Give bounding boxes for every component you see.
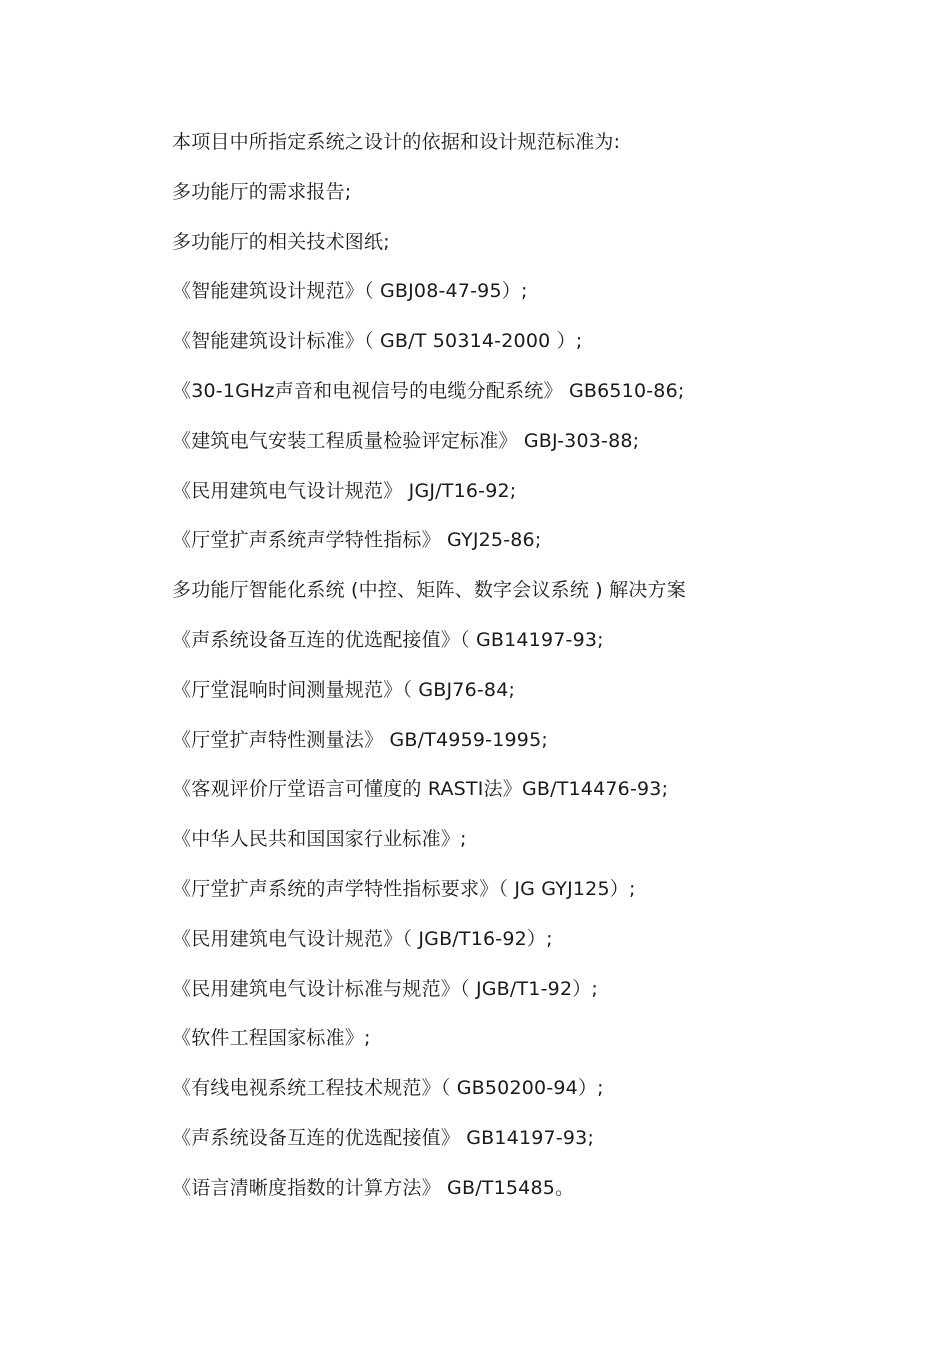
- list-item: 《声系统设备互连的优选配接值》 GB14197-93;: [172, 1126, 595, 1149]
- list-item: 《建筑电气安装工程质量检验评定标准》 GBJ-303-88;: [172, 429, 640, 452]
- list-item: 《智能建筑设计规范》（ GBJ08-47-95）;: [172, 280, 528, 303]
- list-item: 多功能厅的需求报告;: [172, 180, 352, 203]
- list-item: 《厅堂扩声系统的声学特性指标要求》（ JG GYJ125）;: [172, 877, 636, 900]
- list-item: 《软件工程国家标准》;: [172, 1027, 371, 1050]
- list-item: 《智能建筑设计标准》（ GB/T 50314-2000 ）;: [172, 330, 583, 353]
- list-item: 《声系统设备互连的优选配接值》（ GB14197-93;: [172, 628, 604, 651]
- list-item: 《民用建筑电气设计规范》 JGJ/T16-92;: [172, 479, 517, 502]
- list-item: 《民用建筑电气设计规范》（ JGB/T16-92）;: [172, 927, 553, 950]
- list-item: 《厅堂扩声系统声学特性指标》 GYJ25-86;: [172, 529, 542, 552]
- list-item: 《厅堂混响时间测量规范》（ GBJ76-84;: [172, 678, 516, 701]
- list-item: 多功能厅的相关技术图纸;: [172, 230, 390, 253]
- list-item: 多功能厅智能化系统 (中控、矩阵、数字会议系统 ) 解决方案: [172, 579, 686, 602]
- list-item: 《有线电视系统工程技术规范》（ GB50200-94）;: [172, 1077, 604, 1100]
- list-item: 《30-1GHz声音和电视信号的电缆分配系统》 GB6510-86;: [172, 379, 685, 402]
- list-item: 《民用建筑电气设计标准与规范》（ JGB/T1-92）;: [172, 977, 599, 1000]
- list-item: 《客观评价厅堂语言可懂度的 RASTI法》GB/T14476-93;: [172, 778, 669, 801]
- intro-line: 本项目中所指定系统之设计的依据和设计规范标准为:: [172, 131, 621, 153]
- document-body: [172, 128, 872, 1224]
- list-item: 《厅堂扩声特性测量法》 GB/T4959-1995;: [172, 728, 548, 751]
- list-item: 《语言清晰度指数的计算方法》 GB/T15485。: [172, 1176, 575, 1199]
- list-item: 《中华人民共和国国家行业标准》;: [172, 828, 467, 851]
